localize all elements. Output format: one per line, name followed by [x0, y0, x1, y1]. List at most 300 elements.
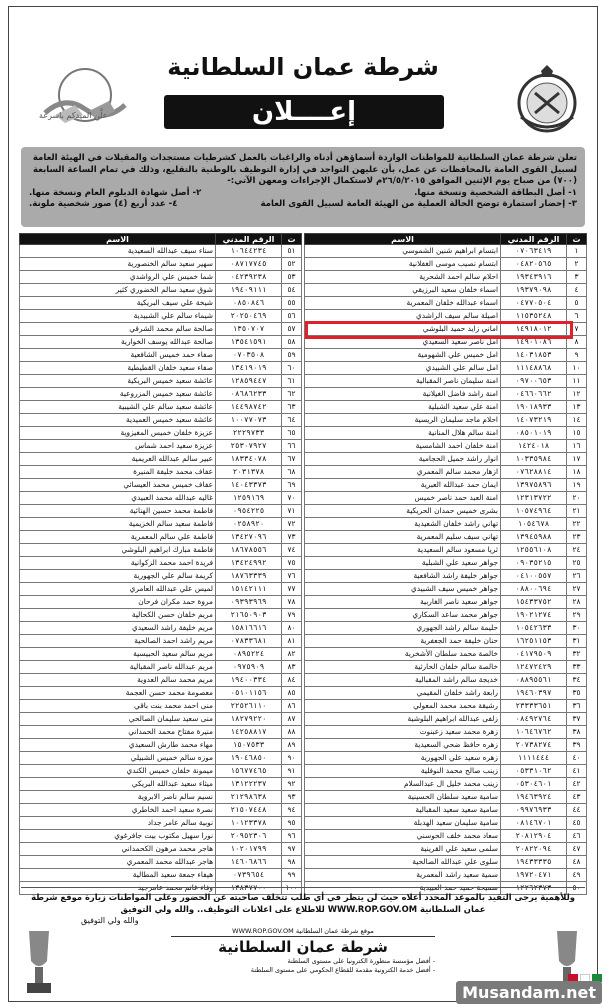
civil-number: ١٨٦٧٨٥٥٦ [216, 544, 282, 557]
table-row [20, 583, 302, 596]
person-name: سامية سعيد سلطان الحسينية [305, 791, 501, 804]
person-name: سهير سعيد سالم الخنصورية [20, 258, 216, 271]
header-civil: الرقم المدني [501, 234, 567, 245]
row-number: ٩٦ [282, 830, 302, 843]
person-name: معصومة محمد حسن العجمة [20, 687, 216, 700]
civil-number: ٠٧٨٣٣٦٨١ [216, 635, 282, 648]
person-name: شيخة علي سيف البريكية [20, 297, 216, 310]
person-name: مريم محمد سالم العدوية [20, 674, 216, 687]
table-row [20, 479, 302, 492]
names-table-left-body [20, 245, 302, 895]
civil-number: ٢٠٨٢٢٠٩٤ [501, 843, 567, 856]
civil-number: ٠٨١٤٦٧٠١ [501, 817, 567, 830]
civil-number: ٠٩٥٤٢٢٥ [216, 505, 282, 518]
civil-number: ١٠٦٤٦٧٦٢ [501, 726, 567, 739]
civil-number: ١٢٤٧٢٤٢٩ [501, 661, 567, 674]
row-number: ٣٩ [567, 739, 587, 752]
person-name: عزيزة سعيد احمد شماس [20, 440, 216, 453]
civil-number: ٠٢٥٨٩٢٠ [216, 518, 282, 531]
table-row [20, 713, 302, 726]
row-number: ٢٧ [567, 583, 587, 596]
civil-number: ١٩٠١٨٩٣٣ [501, 401, 567, 414]
intro-box [21, 147, 585, 227]
person-name: غاليه عبدالله محمد العبيدي [20, 492, 216, 505]
person-name: مريم سالم سعيد الحبيسية [20, 648, 216, 661]
person-name: امنة علي سعيد الشبلية [305, 401, 501, 414]
row-number: ٨٥ [282, 687, 302, 700]
row-number: ٥٠ [567, 882, 587, 895]
award-trophy-icon [21, 927, 57, 999]
person-name: زينب صالح محمد النوفلية [305, 765, 501, 778]
table-row [20, 388, 302, 401]
row-number: ٤٣ [567, 791, 587, 804]
table-row [20, 648, 302, 661]
requirements-row-2 [29, 199, 577, 211]
person-name: مهاء محمد طارش السعيدي [20, 739, 216, 752]
row-number: ٢٩ [567, 609, 587, 622]
row-number: ١٧ [567, 453, 587, 466]
row-number: ٢٥ [567, 557, 587, 570]
person-name: نوبية سالم عامر جداد [20, 817, 216, 830]
row-number: ٩٢ [282, 778, 302, 791]
civil-number: ٢٠٩٥٢٣٠٦ [216, 830, 282, 843]
person-name: رابعة راشد خلفان المقيمي [305, 687, 501, 700]
highlight-box [305, 321, 573, 339]
civil-number: ١٠٦٤٤٢٣٤ [216, 245, 282, 258]
civil-number: ١٢٣١٣٧٢٢ [501, 492, 567, 505]
table-row [305, 427, 587, 440]
row-number: ٣٣ [567, 661, 587, 674]
civil-number: ٢٠٢٥٠٤٦٩ [216, 310, 282, 323]
civil-number: ٢٥٣٠٧٩٢٧ [216, 440, 282, 453]
civil-number: ١٣٩٧٥٨٩٦ [501, 479, 567, 492]
row-number: ٦٢ [282, 388, 302, 401]
person-name: صفاء سعيد خلفان القطيطية [20, 362, 216, 375]
person-name: سلوى علي عبدالله الصالحية [305, 856, 501, 869]
person-name: لميس علي عبدالله العامري [20, 583, 216, 596]
header-num: ت [567, 234, 587, 245]
person-name: خالصة محمد سلطان الأشخرية [305, 648, 501, 661]
row-number: ٧٧ [282, 583, 302, 596]
table-row [305, 492, 587, 505]
table-row [305, 648, 587, 661]
brand-line-1: - أفضل مؤسسة منطورة الكترونيا على مستوى السلطنة [287, 957, 435, 965]
person-name: امنة سالم هلال المنانية [305, 427, 501, 440]
row-number: ٤٦ [567, 830, 587, 843]
row-number: ٨٧ [282, 713, 302, 726]
table-row [20, 362, 302, 375]
row-number: ١٦ [567, 440, 587, 453]
header-name: الاسم [20, 234, 216, 245]
row-number: ٦٦ [282, 440, 302, 453]
person-name: حنان خليفة حمد الجعفرية [305, 635, 501, 648]
civil-number: ١٩٣٧٩٠٩٨ [501, 284, 567, 297]
table-row [305, 518, 587, 531]
table-row [20, 492, 302, 505]
table-row [305, 713, 587, 726]
table-row [305, 765, 587, 778]
row-number: ٥ [567, 297, 587, 310]
table-row [20, 310, 302, 323]
person-name: مريم عبدالله ناصر المقبالية [20, 661, 216, 674]
row-number: ٤٨ [567, 856, 587, 869]
row-number: ٣١ [567, 635, 587, 648]
row-number: ٨ [567, 336, 587, 349]
table-header-row [20, 234, 302, 245]
row-number: ٢٤ [567, 544, 587, 557]
table-row [305, 297, 587, 310]
row-number: ٥١ [282, 245, 302, 258]
person-name: كريمة سالم علي الجهورية [20, 570, 216, 583]
table-row [305, 791, 587, 804]
row-number: ٣٤ [567, 674, 587, 687]
header-num: ت [282, 234, 302, 245]
row-number: ٦١ [282, 375, 302, 388]
table-row [305, 752, 587, 765]
table-row [305, 466, 587, 479]
table-row [20, 622, 302, 635]
person-name: هاجر عبدالله محمد المعمري [20, 856, 216, 869]
civil-number: ١٨٢٧٩٢٢٠ [216, 713, 282, 726]
person-name: امنة العبد حمد ناصر خميس [305, 492, 501, 505]
row-number: ٩ [567, 349, 587, 362]
person-name: فريدة احمد محمد الزكوانية [20, 557, 216, 570]
civil-number: ٠٧٣٩٦٥٤ [216, 869, 282, 882]
table-row [20, 518, 302, 531]
table-row [305, 726, 587, 739]
civil-number: ١٢٥٥٦١٠٨ [501, 544, 567, 557]
table-row [20, 349, 302, 362]
table-row [305, 635, 587, 648]
civil-number: ١٩٤٣٣٣٣٥ [501, 856, 567, 869]
civil-number: ١٢٨٥٩٤٤٧ [216, 375, 282, 388]
person-name: زهره سعيد علي الجهورية [305, 752, 501, 765]
civil-number: ٠٨٨٩٥٥٦١ [501, 674, 567, 687]
table-row [20, 375, 302, 388]
row-number: ٣٦ [567, 700, 587, 713]
person-name: شما خميس علي الرواشدي [20, 271, 216, 284]
civil-number: ١٨٣٣٤٠٧٨ [216, 453, 282, 466]
civil-number: ١٩٣٤٣٩١٦ [501, 271, 567, 284]
table-row [20, 440, 302, 453]
civil-number: ٠٨٨٠٠٦٩٤ [501, 583, 567, 596]
row-number: ٤٥ [567, 817, 587, 830]
person-name: زهرة محمد سعيد زعبنوت [305, 726, 501, 739]
row-number: ٨٨ [282, 726, 302, 739]
row-number: ٨٠ [282, 622, 302, 635]
table-row [305, 661, 587, 674]
person-name: سامية سليمان سعيد الهدبلة [305, 817, 501, 830]
civil-number: ٢١٦٥٠٩٠٣ [216, 609, 282, 622]
row-number: ٤٢ [567, 778, 587, 791]
table-row [20, 401, 302, 414]
announcement-page [8, 6, 598, 1002]
table-row [20, 245, 302, 258]
table-row [20, 505, 302, 518]
row-number: ٧٣ [282, 531, 302, 544]
row-number: ٧٨ [282, 596, 302, 609]
civil-number: ١٨٧٦٣٣٣٩ [216, 570, 282, 583]
table-row [20, 336, 302, 349]
person-name: جواهر سعيد علي الشبلية [305, 557, 501, 570]
person-name: امنة راشد فاضل الغيلانية [305, 388, 501, 401]
row-number: ٧ [567, 323, 587, 336]
civil-number: ٠٥٣٣١٠٦٢ [501, 765, 567, 778]
row-number: ٥٩ [282, 349, 302, 362]
row-number: ٨٦ [282, 700, 302, 713]
row-number: ١٠٠ [282, 882, 302, 895]
civil-number: ٠٤٦٦٠٦٦٢ [501, 388, 567, 401]
civil-number: ١٥١٤٢١١١ [216, 583, 282, 596]
row-number: ٥٨ [282, 336, 302, 349]
requirement-1: ١- أصل البطاقة الشخصية ونسخة منها. [414, 187, 577, 198]
table-row [20, 700, 302, 713]
row-number: ٩٤ [282, 804, 302, 817]
civil-number: ١٣٥٠٧٠٧ [216, 323, 282, 336]
row-number: ٦٠ [282, 362, 302, 375]
civil-number: ١٩٤٦٠٣٩٧ [501, 687, 567, 700]
row-number: ٤١ [567, 765, 587, 778]
row-number: ٧٩ [282, 609, 302, 622]
row-number: ١٤ [567, 414, 587, 427]
table-row [305, 687, 587, 700]
table-row [305, 258, 587, 271]
person-name: عفاف محمد خليفة المنيرة [20, 466, 216, 479]
table-row [305, 700, 587, 713]
table-row [305, 609, 587, 622]
person-name: سميحة حميد حمد العبيدية [305, 882, 501, 895]
civil-number: ١٣٩٤٥٩٨٨ [501, 531, 567, 544]
civil-number: ٠٨٦٨٦٢٣٣ [216, 388, 282, 401]
person-name: زلفى عبدالله ابراهيم البلوشية [305, 713, 501, 726]
civil-number: ١٤٦٠٦٨٦٦ [216, 856, 282, 869]
row-number: ٣٨ [567, 726, 587, 739]
civil-number: ١٠٥٧٤٩٦٤ [501, 505, 567, 518]
table-row [20, 258, 302, 271]
civil-number: ١٤٠٣١٨٥٣ [501, 349, 567, 362]
civil-number: ١٢٥٩١٦٩ [216, 492, 282, 505]
civil-number: ٠٤١٧٩٥٠٩ [501, 648, 567, 661]
civil-number: ١٥٦٧٧٤٦٥ [216, 765, 282, 778]
row-number: ٧٥ [282, 557, 302, 570]
row-number: ٣٥ [567, 687, 587, 700]
person-name: موزه سالم خميس الشبيلي [20, 752, 216, 765]
row-number: ٦ [567, 310, 587, 323]
person-name: عائشة سعيد خميس العميدية [20, 414, 216, 427]
civil-number: ٠٨٩٥٢٢٤ [216, 648, 282, 661]
row-number: ٦٥ [282, 427, 302, 440]
row-number: ١٥ [567, 427, 587, 440]
brand-url[interactable]: موقع شرطة عمان السلطانية WWW.ROP.GOV.OM [171, 927, 435, 937]
civil-number: ١٩٠٤٦٨٥٠ [216, 752, 282, 765]
civil-number: ١٩٤٠٩١١١ [216, 284, 282, 297]
person-name: فاطمة سعيد سالم الخزيمية [20, 518, 216, 531]
table-row [20, 596, 302, 609]
civil-number: ٢٠٣١٣٧٨ [216, 466, 282, 479]
person-name: تهاني راشد خلفان الشعيدية [305, 518, 501, 531]
person-name: سلمى سعيد علي القرينية [305, 843, 501, 856]
person-name: ثريا مسعود سالم السعيدية [305, 544, 501, 557]
civil-number: ١١٥٣٥٢٤٨ [501, 310, 567, 323]
table-row [305, 557, 587, 570]
civil-number: ١٠٣٣٥٩٨٤ [501, 453, 567, 466]
row-number: ٦٧ [282, 453, 302, 466]
person-name: نسيم سالم ناصر الابروية [20, 791, 216, 804]
table-row [305, 596, 587, 609]
civil-number: ١٣١٢٢٢٣٧ [216, 778, 282, 791]
row-number: ١٩ [567, 479, 587, 492]
civil-number: ١٠٥٤٢٦٣٣ [501, 622, 567, 635]
civil-number: ٠٨٥٠١٠١٩ [501, 427, 567, 440]
civil-number: ١٢٢٦٢٣٧٣ [501, 882, 567, 895]
watermark: Musandam.net [456, 981, 602, 1004]
table-row [20, 804, 302, 817]
person-name: فاطمة مبارك ابراهيم البلوشي [20, 544, 216, 557]
row-number: ٩٩ [282, 869, 302, 882]
civil-number: ١٤٤٩٨٧٤٢ [216, 401, 282, 414]
person-name: ميمونة خلفان خميس الكندي [20, 765, 216, 778]
row-number: ٣ [567, 271, 587, 284]
person-name: امل خميس علي الشهومية [305, 349, 501, 362]
row-number: ٩٥ [282, 817, 302, 830]
table-row [20, 453, 302, 466]
row-number: ٥٤ [282, 284, 302, 297]
row-number: ٤٧ [567, 843, 587, 856]
brand-name: شرطة عمان السلطانية [218, 938, 388, 956]
person-name: انوار راشد جميل الحجامية [305, 453, 501, 466]
table-row [305, 570, 587, 583]
row-number: ٧٠ [282, 492, 302, 505]
row-number: ٥٣ [282, 271, 302, 284]
civil-number: ٠٤٨٢٠٥٦٥ [501, 258, 567, 271]
requirement-3: ٣- إحضار استمارة توضح الحالة العملية من الهيئة العامة لسبيل القوى العامة [260, 199, 577, 209]
row-number: ١ [567, 245, 587, 258]
civil-number: ١٣٤٢٧٠٩٦ [216, 531, 282, 544]
person-name: سعاد محمد خلف الحوسني [305, 830, 501, 843]
person-name: خالصة سالم خلفان الحارثية [305, 661, 501, 674]
civil-number: ٠٩٠٣٥٢١٥ [501, 557, 567, 570]
civil-number: ٠٧٠٦٣٤١٩ [501, 245, 567, 258]
row-number: ٧٦ [282, 570, 302, 583]
person-name: سامية سعيد سعيد المقبالية [305, 804, 501, 817]
row-number: ٨٩ [282, 739, 302, 752]
person-name: ازهار محمد سالم المعمري [305, 466, 501, 479]
row-number: ٦٩ [282, 479, 302, 492]
person-name: ابتسام ابراهيم شنين الشموسي [305, 245, 501, 258]
header-name: الاسم [305, 234, 501, 245]
person-name: عفاف خميس محمد العيسائي [20, 479, 216, 492]
table-row [20, 726, 302, 739]
person-name: جواهر سعيد ناصر الغاربية [305, 596, 501, 609]
row-number: ٢٦ [567, 570, 587, 583]
person-name: اسماء عبدالله خلفان المعمرية [305, 297, 501, 310]
footer-signature: والله ولي التوفيق [81, 916, 139, 925]
civil-number: ١٩٧٢٠٤٧١ [501, 869, 567, 882]
table-row [20, 466, 302, 479]
row-number: ٩٧ [282, 843, 302, 856]
row-number: ٤ [567, 284, 587, 297]
person-name: شيماء سالم علي الشبيدية [20, 310, 216, 323]
table-row [20, 661, 302, 674]
row-number: ٦٣ [282, 401, 302, 414]
row-number: ٩٠ [282, 752, 302, 765]
civil-number: ١١١١٤٤٤ [501, 752, 567, 765]
table-row [305, 375, 587, 388]
table-row [20, 778, 302, 791]
table-row [20, 674, 302, 687]
civil-number: ٠٩٧٠٠٦٥٣ [501, 375, 567, 388]
table-row [20, 869, 302, 882]
table-row [305, 544, 587, 557]
civil-number: ٠٩٣٩٣٩٦٩ [216, 596, 282, 609]
row-number: ٧٢ [282, 518, 302, 531]
table-row [20, 765, 302, 778]
table-row [305, 830, 587, 843]
civil-number: ٠٨٧١٧٧٤٥ [216, 258, 282, 271]
row-number: ١٨ [567, 466, 587, 479]
row-number: ٩١ [282, 765, 302, 778]
person-name: هيفاء جمعة سعيد المطالية [20, 869, 216, 882]
civil-number: ١٠٠٧٧٠٧٣ [216, 414, 282, 427]
table-row [20, 284, 302, 297]
civil-number: ١٣٤٢٤٩٩٢ [216, 557, 282, 570]
civil-number: ٠٤٢٣٩٢٣٨ [216, 271, 282, 284]
person-name: هاجر محمد مرهون الكحمداني [20, 843, 216, 856]
civil-number: ٠٨٤٩٢٧٦٤ [501, 713, 567, 726]
person-name: مريم خليفة راشد السعيدي [20, 622, 216, 635]
table-row [20, 609, 302, 622]
civil-number: ٢٣٣٣٣٦٥١ [501, 700, 567, 713]
civil-number: ٠٧٠٣٥٠٨ [216, 349, 282, 362]
person-name: امل سالم علي الشبيدي [305, 362, 501, 375]
footer-note: وللأهمية يرجى التقيد بالموعد المحدد أعلاه حيث لن يتظر في أي طلب تتخلف صاحبته عن الحضور وعلى المواطنات زيارة موقع شرطة عمان السلطانية WWW.ROP.GOV.OM للاطلاع على اعلانات التوظيف.. والله ولي التوفيق [21, 887, 585, 915]
slogan-text: علَّن الميدكم باسرعة [39, 111, 108, 120]
requirements-row-1 [29, 188, 577, 200]
table-row [20, 531, 302, 544]
row-number: ١١ [567, 375, 587, 388]
table-row [20, 739, 302, 752]
row-number: ٦٤ [282, 414, 302, 427]
person-name: عائشة سعيد خميس المزروعية [20, 388, 216, 401]
table-row [305, 479, 587, 492]
table-row [305, 843, 587, 856]
civil-number: ٢١٥٠٧٤٤٨ [216, 804, 282, 817]
table-row [305, 271, 587, 284]
civil-number: ١٣٤١٩٠١٩ [216, 362, 282, 375]
names-table-right-body [305, 245, 587, 895]
table-row [20, 570, 302, 583]
person-name: منى احمد محمد بنت باقي [20, 700, 216, 713]
person-name: مريم راشد احمد الصالحية [20, 635, 216, 648]
person-name: عائشة سعيد خميس البريكية [20, 375, 216, 388]
person-name: ايمان حمد عبدالله العبرية [305, 479, 501, 492]
civil-number: ٢٠٨١٢٩٠٤ [501, 830, 567, 843]
civil-number: ١٣٨٣٧٧٠٠ [216, 882, 282, 895]
person-name: خديجة سالم راشد المقبالية [305, 674, 501, 687]
table-row [20, 791, 302, 804]
person-name: نصرة سعيد احمد الخاطري [20, 804, 216, 817]
table-row [305, 531, 587, 544]
table-row [305, 284, 587, 297]
row-number: ٤٠ [567, 752, 587, 765]
person-name: عائشة سعيد سالم علي الشيبية [20, 401, 216, 414]
table-row [305, 453, 587, 466]
header [9, 7, 597, 127]
row-number: ٨١ [282, 635, 302, 648]
table-row [20, 323, 302, 336]
row-number: ٧١ [282, 505, 302, 518]
person-name: فاطمة محمد حسين الهنائية [20, 505, 216, 518]
